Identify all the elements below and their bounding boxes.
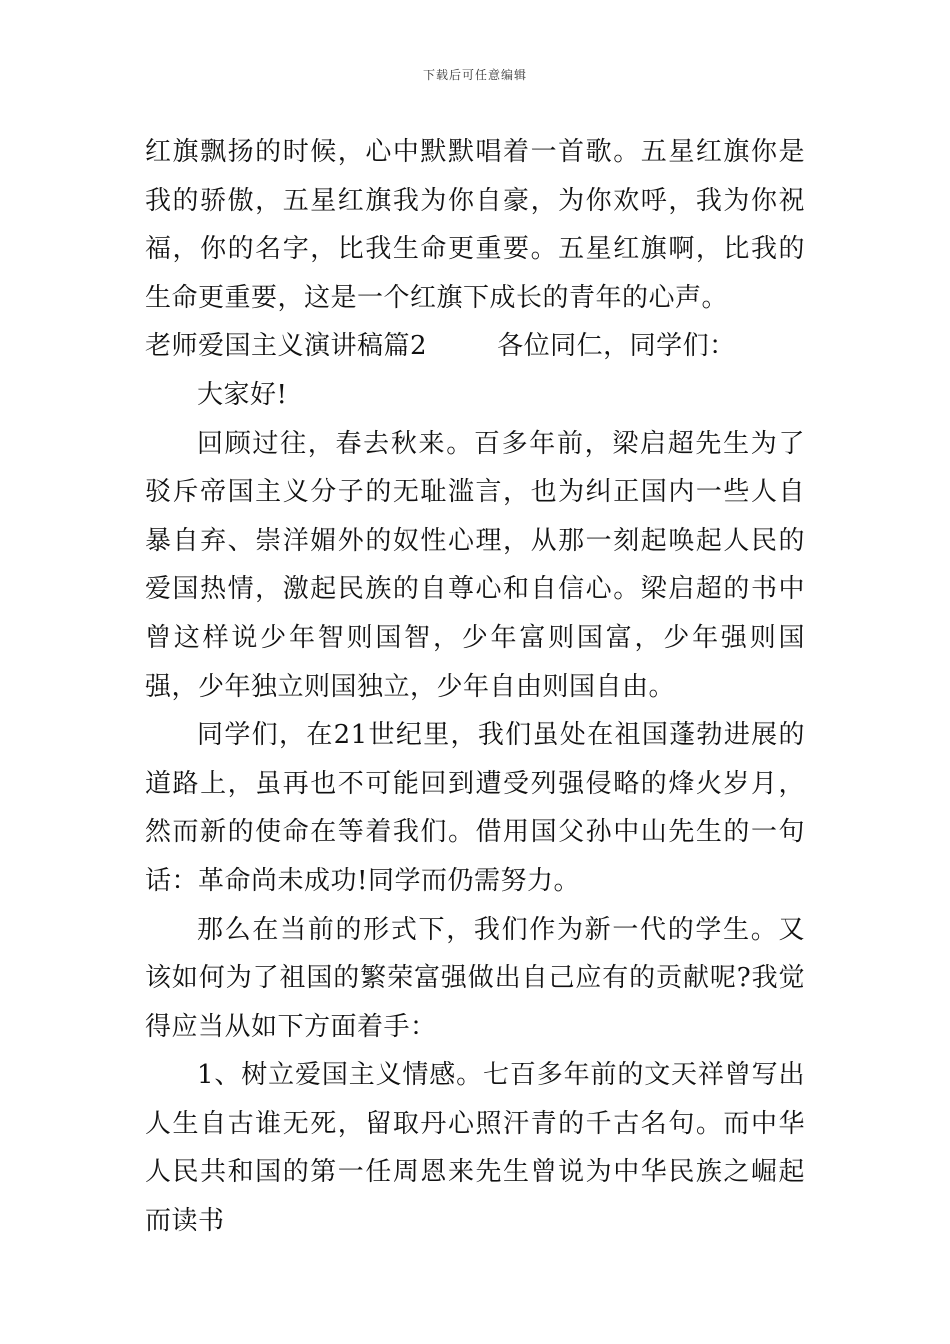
paragraph-current-situation: 那么在当前的形式下，我们作为新一代的学生。又该如何为了祖国的繁荣富强做出自己应有的贡献呢?我觉得应当从如下方面着手： bbox=[145, 914, 805, 1042]
speech-title-line: 老师爱国主义演讲稿篇2 各位同仁，同学们： bbox=[145, 331, 736, 362]
paragraph-liang-qichao: 回顾过往，春去秋来。百多年前，梁启超先生为了驳斥帝国主义分子的无耻滥言，也为纠正国内一些人自暴自弃、崇洋媚外的奴性心理，从那一刻起唤起人民的爱国热情，激起民族的自尊心和自信心。梁启超的书中曾这样说少年智则国智，少年富则国富，少年强则国强，少年独立则国独立，少年自由则国自由。 bbox=[145, 428, 805, 702]
paragraph-21st-century: 同学们，在21世纪里，我们虽处在祖国蓬勃进展的道路上，虽再也不可能回到遭受列强侵略的烽火岁月，然而新的使命在等着我们。借用国父孙中山先生的一句话：革命尚未成功!同学而仍需努力。 bbox=[145, 720, 805, 896]
page-header: 下载后可任意编辑 bbox=[422, 68, 527, 82]
greeting-line: 大家好! bbox=[197, 379, 288, 410]
paragraph-point-one: 1、树立爱国主义情感。七百多年前的文天祥曾写出人生自古谁无死，留取丹心照汗青的千古名句。而中华人民共和国的第一任周恩来先生曾说为中华民族之崛起而读书 bbox=[145, 1060, 805, 1237]
document-body bbox=[145, 128, 805, 1246]
paragraph-flag-song: 红旗飘扬的时候，心中默默唱着一首歌。五星红旗你是我的骄傲，五星红旗我为你自豪，为你欢呼，我为你祝福，你的名字，比我生命更重要。五星红旗啊，比我的生命更重要，这是一个红旗下成长的青年的心声。 bbox=[145, 137, 805, 313]
